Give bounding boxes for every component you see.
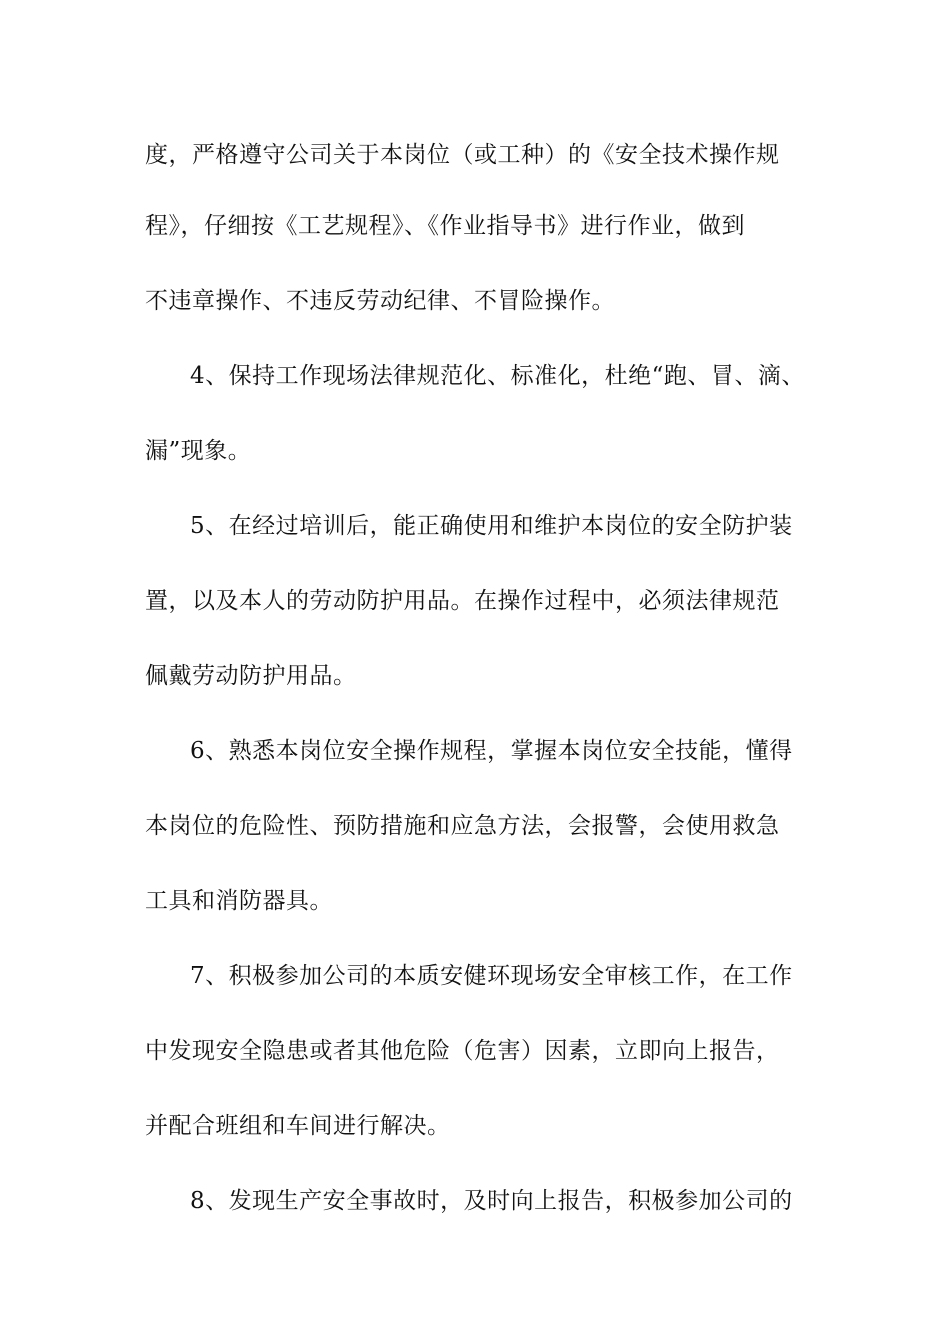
- text-line-11: 工具和消防器具。: [145, 888, 333, 914]
- text-line-6: 5、在经过培训后，能正确使用和维护本岗位的安全防护装: [190, 513, 793, 539]
- text-line-3: 不违章操作、不违反劳动纪律、不冒险操作。: [145, 288, 615, 314]
- text-line-8: 佩戴劳动防护用品。: [145, 663, 357, 689]
- text-line-4: 4、保持工作现场法律规范化、标准化，杜绝“跑、冒、滴、: [190, 363, 805, 389]
- text-line-1: 度，严格遵守公司关于本岗位（或工种）的《安全技术操作规: [145, 142, 780, 168]
- text-line-7: 置，以及本人的劳动防护用品。在操作过程中，必须法律规范: [145, 588, 780, 614]
- text-line-13: 中发现安全隐患或者其他危险（危害）因素，立即向上报告，: [145, 1038, 780, 1064]
- text-line-2: 程》，仔细按《工艺规程》、《作业指导书》进行作业，做到: [145, 213, 745, 239]
- text-line-5: 漏”现象。: [145, 438, 252, 464]
- text-line-14: 并配合班组和车间进行解决。: [145, 1113, 451, 1139]
- text-line-10: 本岗位的危险性、预防措施和应急方法，会报警，会使用救急: [145, 813, 780, 839]
- text-line-12: 7、积极参加公司的本质安健环现场安全审核工作，在工作: [190, 963, 793, 989]
- text-line-15: 8、发现生产安全事故时，及时向上报告，积极参加公司的: [190, 1188, 793, 1214]
- text-line-9: 6、熟悉本岗位安全操作规程，掌握本岗位安全技能，懂得: [190, 738, 793, 764]
